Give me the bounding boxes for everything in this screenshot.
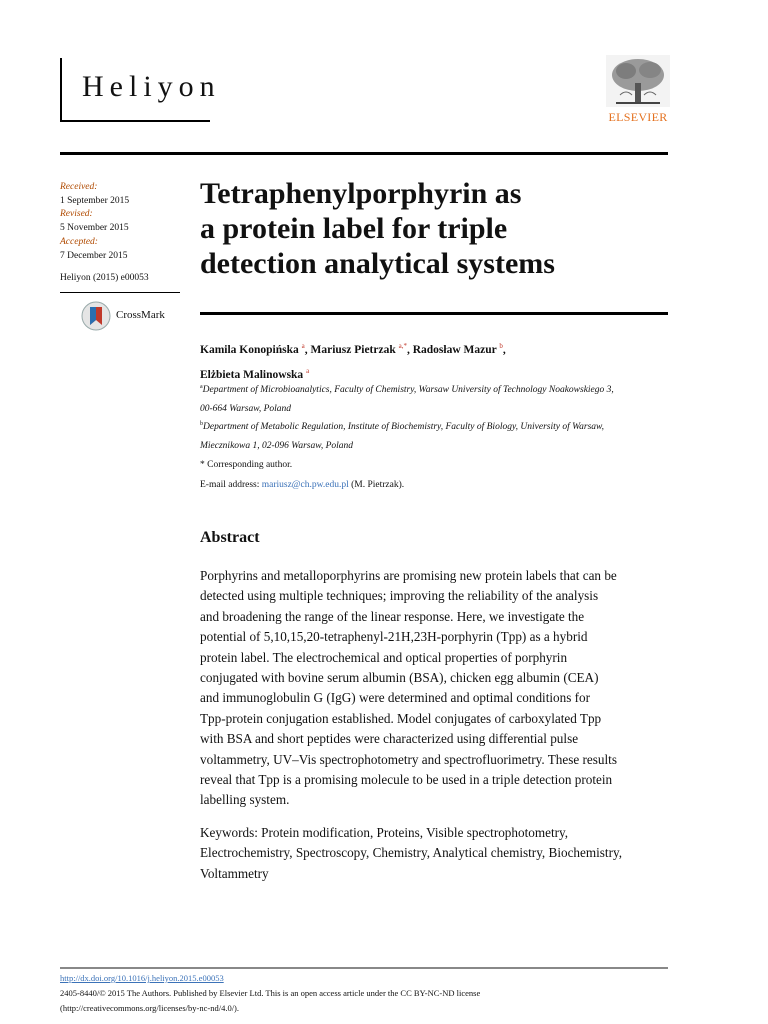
author-affil-mark[interactable]: a (301, 342, 305, 350)
abstract-line: and immunoglobulin G (IgG) were determined and optimal conditions for (200, 690, 591, 706)
revised-date: 5 November 2015 (60, 223, 129, 234)
author-name: Mariusz Pietrzak (310, 343, 396, 356)
corresponding-author-note: * Corresponding author. (200, 460, 293, 470)
author-affil-mark[interactable]: b (499, 342, 503, 350)
affiliation-b (200, 415, 660, 456)
email-label: E-mail address: (200, 480, 260, 490)
email-suffix: (M. Pietrzak). (351, 480, 405, 490)
title-line: detection analytical systems (200, 247, 555, 280)
abstract-line: detected using multiple techniques; improving the reliability of the analysis (200, 588, 599, 604)
author-list: Kamila Konopińska $^a$, Mariusz Pietrzak $^{a,*}$, Radosław Mazur $^b$, Elżbieta Malinowska $^a$ (200, 342, 506, 381)
abstract-line: potential of 5,10,15,20-tetraphenyl-21H,23H-porphyrin (Tpp) as a hybrid (200, 629, 588, 645)
keywords-line: Electrochemistry, Spectroscopy, Chemistry, Analytical chemistry, Biochemistry, (200, 845, 623, 861)
brand-bracket-horizontal (60, 120, 210, 122)
abstract-line: Porphyrins and metalloporphyrins are promising new protein labels that can be (200, 568, 617, 583)
article-history (60, 181, 129, 263)
license-url[interactable]: (http://creativecommons.org/licenses/by-nc-nd/4.0/). (60, 1003, 240, 1013)
abstract-line: voltammetry, UV–Vis spectrophotometry and spectrofluorimetry. These results (200, 751, 617, 767)
header-rule (60, 152, 668, 155)
abstract-line: protein label. The electrochemical and optical properties of porphyrin (200, 649, 568, 665)
footer-rule (60, 967, 668, 969)
abstract-line: and broadening the range of the linear response. Here, we investigate the (200, 608, 585, 624)
received-label: Received: (60, 182, 98, 192)
author-name: Radosław Mazur (412, 343, 497, 356)
article-citation: Heliyon (2015) e00053 (60, 273, 149, 283)
author-affil-mark[interactable]: a (306, 366, 310, 375)
affiliation-mark: b (200, 421, 203, 427)
affiliation-line: Department of Microbioanalytics, Faculty of Chemistry, Warsaw University of Technology Noakowskiego 3, (202, 385, 614, 396)
affiliation-line: 00-664 Warsaw, Poland (200, 404, 292, 415)
email-link[interactable]: mariusz@ch.pw.edu.pl (261, 480, 349, 490)
abstract-line: Tpp-protein conjugation established. Model conjugates of carboxylated Tpp (200, 710, 602, 726)
author-name: Elżbieta Malinowska (200, 368, 304, 381)
abstract-body (200, 566, 668, 811)
affiliation-line: Department of Metabolic Regulation, Institute of Biochemistry, Faculty of Biology, University of Warsaw, (203, 422, 605, 433)
brand-bracket-vertical (60, 58, 62, 122)
keywords-line: Voltammetry (200, 865, 269, 881)
abstract-heading: Abstract (200, 529, 260, 546)
affiliation-mark: a (200, 384, 203, 390)
abstract-line: reveal that Tpp is a promising molecule to be used in a triple detection protein (200, 772, 613, 788)
abstract-line: conjugated with bovine serum albumin (BSA), chicken egg albumin (CEA) (200, 670, 599, 686)
affiliation-a (200, 378, 660, 419)
email-line (200, 480, 404, 490)
received-date: 1 September 2015 (60, 195, 130, 206)
author-name: Kamila Konopińska (200, 343, 299, 356)
affiliation-line: Miecznikowa 1, 02-096 Warsaw, Poland (200, 441, 354, 452)
license-text: 2405-8440/© 2015 The Authors. Published by Elsevier Ltd. This is an open access article under the CC BY-NC-ND license (60, 988, 481, 998)
article-title (200, 176, 670, 281)
abstract-line: labelling system. (200, 792, 290, 808)
crossmark-label[interactable]: CrossMark (116, 309, 165, 321)
title-rule (200, 312, 668, 315)
doi-link[interactable]: http://dx.doi.org/10.1016/j.heliyon.2015.e00053 (60, 973, 224, 983)
publisher-name: ELSEVIER (608, 110, 668, 124)
keywords-line: Keywords: Protein modification, Proteins, Visible spectrophotometry, (200, 825, 569, 840)
keywords (200, 823, 670, 884)
accepted-label: Accepted: (60, 236, 98, 247)
title-line: Tetraphenylporphyrin as (200, 177, 522, 210)
meta-rule (60, 292, 180, 293)
author-affil-mark[interactable]: a,* (398, 342, 407, 350)
journal-name: Heliyon (82, 70, 221, 103)
accepted-date: 7 December 2015 (60, 250, 128, 261)
title-line: a protein label for triple (200, 212, 508, 245)
abstract-line: with BSA and short peptides were characterized using differential pulse (200, 731, 579, 747)
revised-label: Revised: (60, 209, 93, 220)
